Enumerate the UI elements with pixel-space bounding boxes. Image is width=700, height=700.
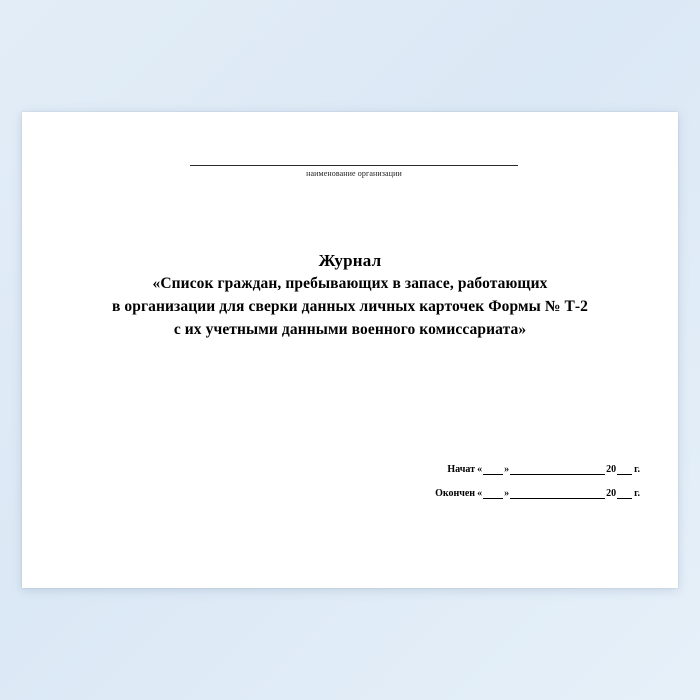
organization-name-rule	[190, 164, 518, 166]
document-page	[22, 112, 678, 588]
organization-name-field[interactable]	[190, 164, 518, 178]
title-line-2: «Список граждан, пребывающих в запасе, работающих	[152, 275, 548, 292]
day-blank-started[interactable]	[483, 465, 503, 475]
month-blank-finished[interactable]	[510, 489, 605, 499]
year-blank-started[interactable]	[617, 465, 632, 475]
year-suffix-started: г.	[634, 464, 640, 475]
document-title-block	[42, 250, 658, 341]
year-prefix-started: 20	[606, 464, 617, 475]
year-suffix-finished: г.	[634, 488, 640, 499]
day-blank-finished[interactable]	[483, 489, 503, 499]
document-sheet-shadow	[22, 112, 678, 588]
quote-close-finished: »	[504, 488, 510, 499]
title-line-3: в организации для сверки данных личных карточек Формы № Т-2	[111, 298, 589, 315]
month-blank-started[interactable]	[510, 465, 605, 475]
quote-open-finished: «	[477, 488, 483, 499]
quote-close-started: »	[504, 464, 510, 475]
date-started-row[interactable]	[422, 464, 640, 475]
year-prefix-finished: 20	[606, 488, 617, 499]
title-line-1: Журнал	[318, 251, 382, 270]
date-finished-label: Окончен	[435, 488, 476, 499]
date-started-label: Начат	[447, 464, 476, 475]
title-line-4: с их учетными данными военного комиссариата»	[173, 321, 527, 338]
date-finished-row[interactable]	[422, 488, 640, 499]
quote-open-started: «	[477, 464, 483, 475]
dates-block	[422, 464, 640, 512]
organization-name-caption: наименование организации	[306, 169, 402, 178]
year-blank-finished[interactable]	[617, 489, 632, 499]
